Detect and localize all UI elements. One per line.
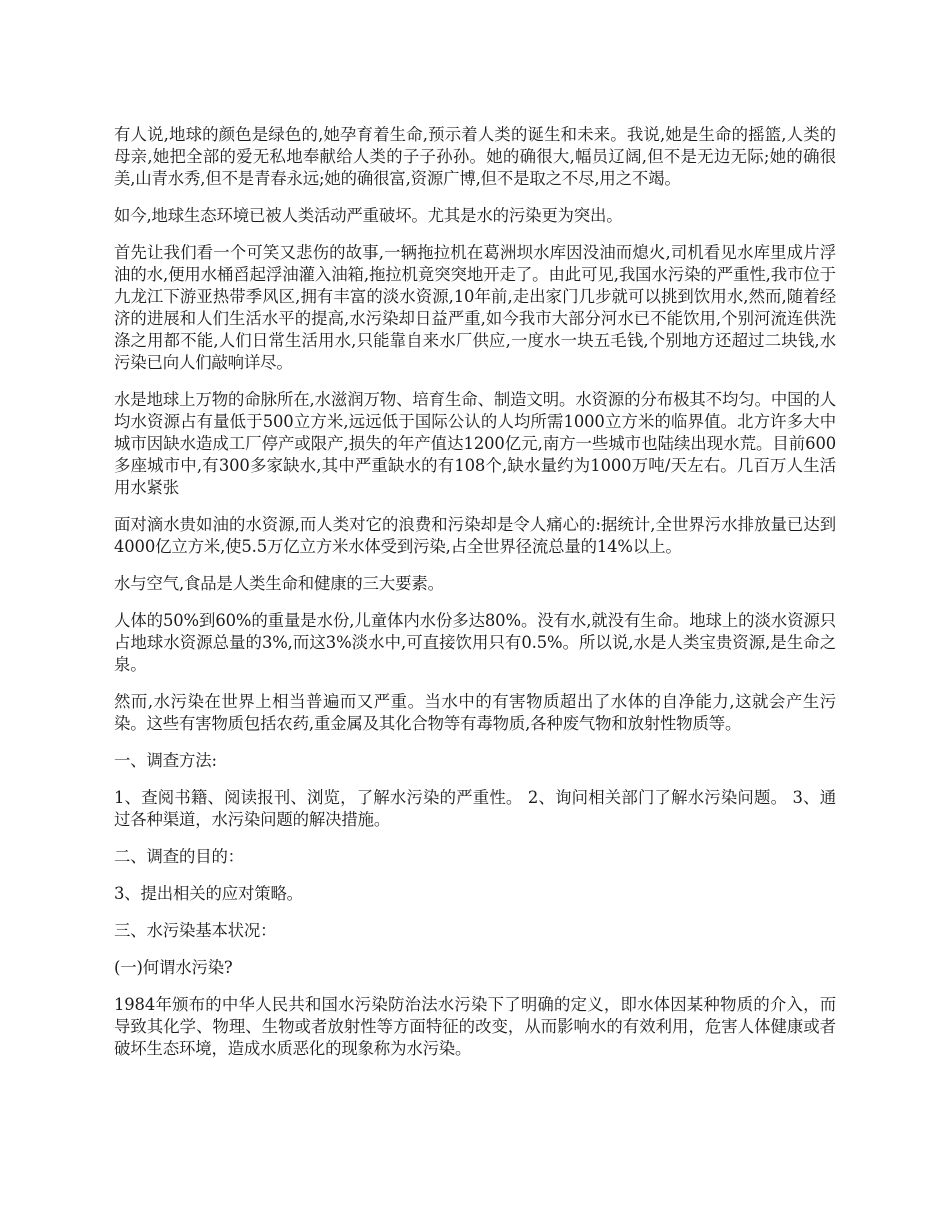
- paragraph-tractor-story: 首先让我们看一个可笑又悲伤的故事,一辆拖拉机在葛洲坝水库因没油而熄火,司机看见水库里成片浮油的水,便用水桶舀起浮油灌入油箱,拖拉机竟突突地开走了。由此可见,我国水污染的严重性,我市位于九龙江下游亚热带季风区,拥有丰富的淡水资源,10年前,走出家门几步就可以挑到饮用水,然而,随着经济的进展和人们生活水平的提高,水污染却日益严重,如今我市大部分河水已不能饮用,个别河流连供洗涤之用都不能,人们日常生活用水,只能靠自来水厂供应,一度水一块五毛钱,个别地方还超过二块钱,水污染已向人们敲响详尽。: [114, 243, 836, 372]
- paragraph-damage: 如今,地球生态环境已被人类活动严重破坏。尤其是水的污染更为突出。: [114, 206, 623, 225]
- paragraph-three-elements: 水与空气,食品是人类生命和健康的三大要素。: [114, 574, 444, 593]
- section-heading-status: 三、水污染基本状况：: [114, 921, 277, 940]
- paragraph-methods-list: 1、查阅书籍、阅读报刊、浏览，了解水污染的严重性。 2、询问相关部门了解水污染问题。 3、通过各种渠道，水污染问题的解决措施。: [114, 788, 836, 829]
- paragraph-water-resources: 水是地球上万物的命脉所在,水滋润万物、培育生命、制造文明。水资源的分布极其不均匀。中国的人均水资源占有量低于500立方米,远远低于国际公认的人均所需1000立方米的临界值。北方许多大中城市因缺水造成工厂停产或限产,损失的年产值达1200亿元,南方一些城市也陆续出现水荒。目前600多座城市中,有300多家缺水,其中严重缺水的有108个,缺水量约为1000万吨/天左右。几百万人生活用水紧张: [114, 390, 836, 497]
- paragraph-intro: 有人说,地球的颜色是绿色的,她孕育着生命,预示着人类的诞生和未来。我说,她是生命的摇篮,人类的母亲,她把全部的爱无私地奉献给人类的子子孙孙。她的确很大,幅员辽阔,但不是无边无际;她的确很美,山青水秀,但不是青春永远;她的确很富,资源广博,但不是取之不尽,用之不竭。: [114, 125, 836, 188]
- paragraph-purpose-item: 3、提出相关的应对策略。: [114, 884, 303, 903]
- paragraph-definition: 1984年颁布的中华人民共和国水污染防治法水污染下了明确的定义，即水体因某种物质的介入，而导致其化学、物理、生物或者放射性等方面特征的改变，从而影响水的有效利用，危害人体健康或者破坏生态环境，造成水质恶化的现象称为水污染。: [114, 995, 836, 1058]
- section-heading-purpose: 二、调查的目的：: [114, 847, 244, 866]
- paragraph-waste-statistics: 面对滴水贵如油的水资源,而人类对它的浪费和污染却是令人痛心的:据统计,全世界污水排放量已达到4000亿立方米,使5.5万亿立方米水体受到污染,占全世界径流总量的14%以上。: [114, 515, 836, 556]
- paragraph-pollution-common: 然而,水污染在世界上相当普遍而又严重。当水中的有害物质超出了水体的自净能力,这就会产生污染。这些有害物质包括农药,重金属及其化合物等有毒物质,各种废气物和放射性物质等。: [114, 692, 836, 733]
- subheading-what-is-pollution: (一)何谓水污染?: [114, 958, 233, 977]
- document-body: [114, 124, 836, 1075]
- paragraph-human-body-water: 人体的50%到60%的重量是水份,儿童体内水份多达80%。没有水,就没有生命。地球上的淡水资源只占地球水资源总量的3%,而这3%淡水中,可直接饮用只有0.5%。所以说,水是人类宝贵资源,是生命之泉。: [114, 611, 836, 674]
- section-heading-methods: 一、调查方法:: [114, 751, 217, 770]
